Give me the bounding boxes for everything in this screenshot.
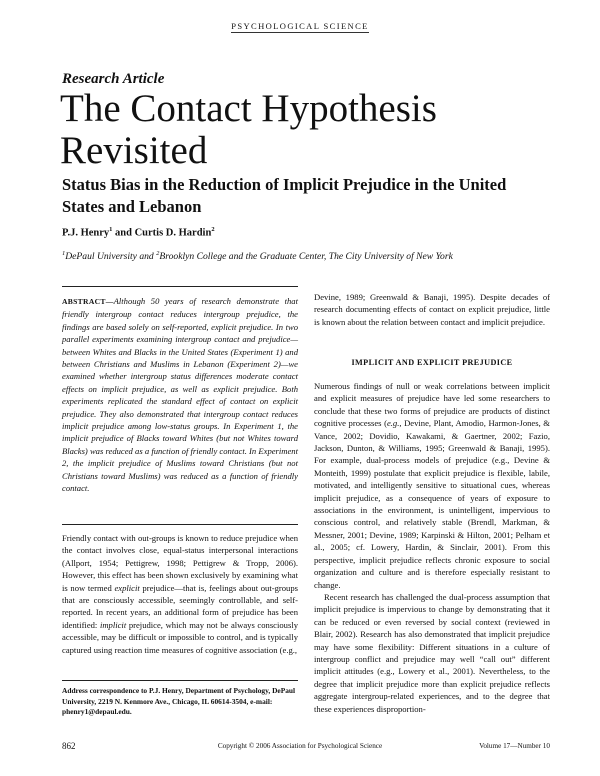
abstract-label: ABSTRACT—	[62, 297, 114, 306]
correspondence-note: Address correspondence to P.J. Henry, Department of Psychology, DePaul University, 2219 N. Kenmore Ave., Chicago, IL 60614-3504, e-mail: phenry1@depaul.edu.	[62, 686, 296, 717]
affil-1: DePaul University and	[65, 251, 157, 263]
author-1-affil-marker: 1	[109, 226, 113, 233]
abstract-bottom-rule	[62, 524, 298, 525]
affiliations	[62, 250, 453, 262]
left-column-body	[62, 532, 298, 656]
abstract-top-rule	[62, 286, 298, 287]
intro-paragraph	[62, 532, 298, 656]
section-paragraph-1	[314, 380, 550, 591]
abstract-text: Although 50 years of research demonstrate that friendly intergroup contact reduces intergroup prejudice, the findings are based solely on self-reported, explicit prejudice. In two parallel experiments examining intergroup contact and prejudice—between Whites and Blacks in the United States (Experiment 1) and between Christians and Muslims in Lebanon (Experiment 2)—we examined whether intergroup status differences moderate contact effects on implicit prejudice, as well as explicit prejudice. Both experiments replicated the standard effect of contact on explicit prejudice. They also demonstrated that intergroup contact reduces implicit prejudice among low-status groups. In Experiment 1, the implicit prejudice of Blacks toward Whites (but not Whites toward Blacks) was reduced as a function of friendly contact. In Experiment 2, the implicit prejudice of Muslims toward Christians (but not Christians toward Muslims) was reduced as a function of friendly contact.	[62, 296, 298, 494]
journal-name: PSYCHOLOGICAL SCIENCE	[231, 21, 369, 31]
affil-2: Brooklyn College and the Graduate Center, The City University of New York	[159, 251, 453, 263]
article-type: Research Article	[62, 71, 165, 87]
author-conjunction: and	[112, 227, 135, 239]
section-paragraph-2: Recent research has challenged the dual-process assumption that implicit prejudice is impervious to change by demonstrating that it can be reduced or even reversed by social context (reviewed in Blair, 2002). Research has also demonstrated that implicit prejudice may have some flexibility: Different situations in a culture of intergroup conflict and prejudice may well “call out” different implicit attitudes (e.g., Lowery et al., 2001). Nevertheless, to the degree that implicit prejudice more than explicit prejudice reflects aggregate intergroup-related experiences, and to the degree that these experiences disproportion-	[314, 591, 550, 714]
intro-emphasis-explicit: explicit	[114, 582, 140, 593]
affil-2-marker: 2	[156, 250, 160, 257]
right-column-body	[314, 380, 550, 715]
section-p1-emphasis: e.g.	[386, 418, 400, 429]
author-1: P.J. Henry	[62, 227, 110, 239]
page-number: 862	[62, 741, 76, 751]
right-column-top	[314, 291, 550, 328]
journal-header	[0, 16, 600, 34]
copyright: Copyright © 2006 Association for Psychological Science	[217, 742, 383, 750]
right-col-continuation: Devine, 1989; Greenwald & Banaji, 1995). Despite decades of research documenting effects of contact on explicit prejudice, little is known about the relation between contact and implicit prejudice.	[314, 292, 550, 327]
footnote-rule	[62, 680, 298, 681]
volume-number: Volume 17—Number 10	[479, 742, 550, 750]
section-heading: IMPLICIT AND EXPLICIT PREJUDICE	[351, 358, 513, 367]
author-2: Curtis D. Hardin	[134, 227, 212, 239]
article-subtitle: Status Bias in the Reduction of Implicit Prejudice in the United States and Lebanon	[62, 175, 507, 216]
intro-emphasis-implicit: implicit	[99, 619, 127, 630]
section-p1-text-2: , Devine, Plant, Amodio, Harmon-Jones, & Vance, 2002; Dovidio, Kawakami, & Gaertner, 2002; Fazio, Jackson, Dunton, & Williams, 1995; Greenwald & Banaji, 1995). For example, dual-process models of prejudice (e.g., Devine & Monteith, 1999) postulate that explicit prejudice is flexible, labile, motivated, and intelligently sensitive to situational cues, whereas implicit prejudice, as a consequence of years of exposure to associations in the environment, is unintelligent, impervious to conscious control, and relatively stable (Brendl, Markman, & Messner, 2001; Devine, 1989; Karpinski & Hilton, 2001; Pelham et al., 2005; cf. Lowery, Hardin, & Sinclair, 2001). From this perspective, implicit prejudice reflects chronic exposure to social organization and culture and is therefore especially resistant to change.	[314, 418, 550, 590]
authors	[62, 226, 215, 239]
intro-text-3: prejudice, which may not be always consciously accessible, may be difficult or impossible to control, and is typically captured using reaction time measures of cognitive association (e.g.,	[62, 619, 299, 655]
affil-1-marker: 1	[62, 250, 66, 257]
author-2-affil-marker: 2	[211, 226, 215, 233]
intro-text-2: prejudice—that is, feelings about out-groups that are consciously accessible, seemingly controllable, and self-reported. In recent years, an additional form of prejudice has been identified:	[62, 582, 298, 630]
article-title: The Contact Hypothesis Revisited	[60, 87, 437, 172]
abstract	[62, 295, 298, 495]
intro-text-1: Friendly contact with out-groups is known to reduce prejudice when the contact involves close, equal-status interpersonal interactions (Allport, 1954; Pettigrew, 1998; Pettigrew & Tropp, 2006). However, this effect has been shown exclusively by examining what is now termed	[62, 533, 298, 593]
section-p1-text-1: Numerous findings of null or weak correlations between implicit and explicit measures of prejudice have led some researchers to conclude that these two forms of prejudice are products of distinct cognitive processes (	[314, 381, 550, 429]
